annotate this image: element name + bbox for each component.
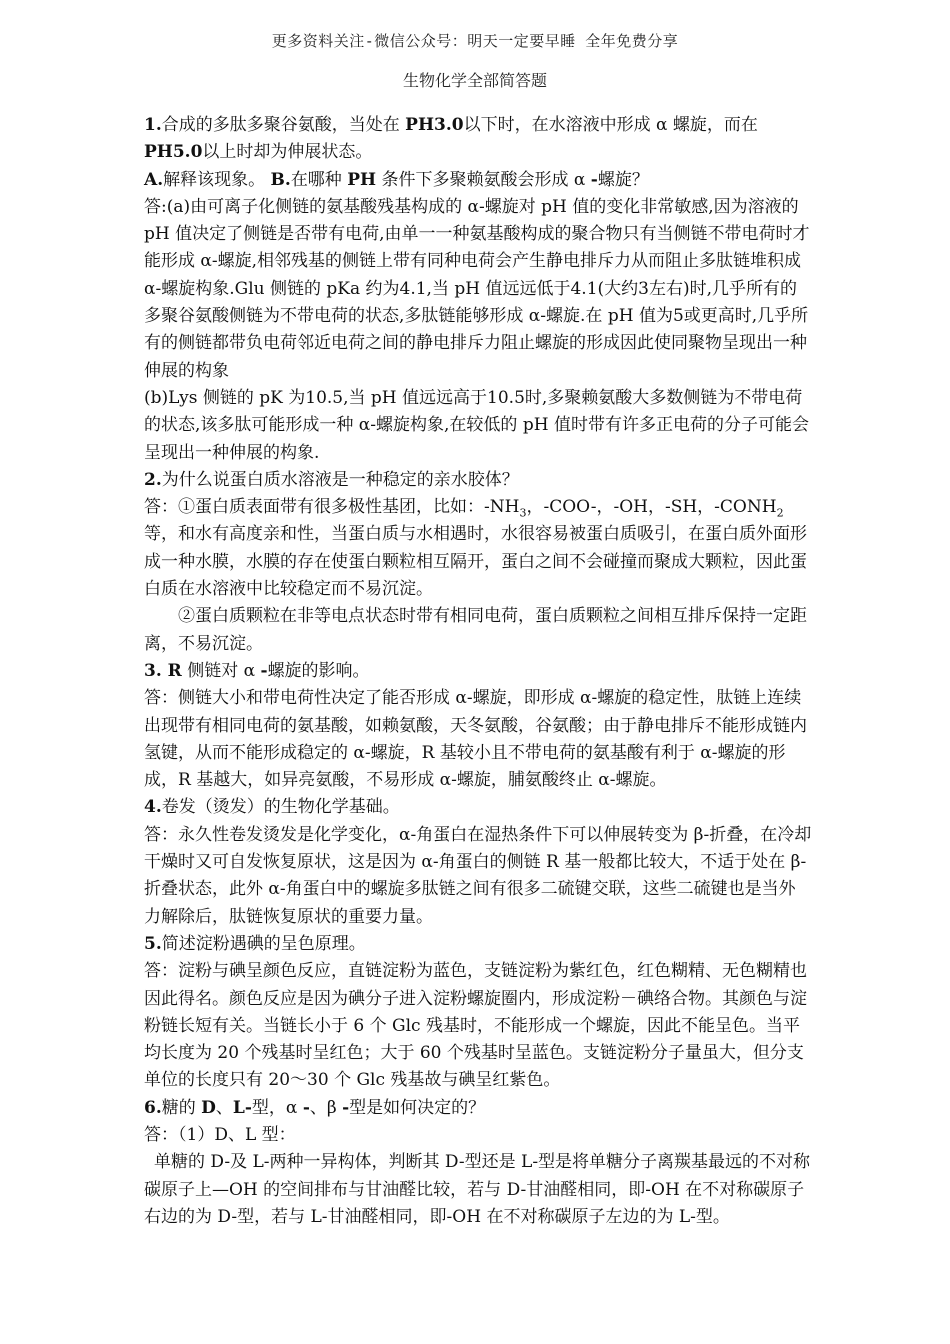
answer-5: 答：淀粉与碘呈颜色反应，直链淀粉为蓝色，支链淀粉为紫红色，红色糊精、无色糊精也因此得名。颜色反应是因为碘分子进入淀粉螺旋圈内，形成淀粉－碘络合物。其颜色与淀粉链长短有关。当链长小于 6 个 Glc 残基时，不能形成一个螺旋，因此不能呈色。当平均长度为 20 个残基时呈红色；大于 60 个残基时呈蓝色。支链淀粉分子量虽大，但分支单位的长度只有 20～30 个 Glc 残基故与碘呈红紫色。 xyxy=(144,961,807,1091)
question-5 xyxy=(144,931,812,958)
subquestion-text: 条件下多聚赖氨酸会形成 α xyxy=(376,169,591,190)
answer-6-heading: 答：（1）D、L 型： xyxy=(144,1124,296,1145)
question-text: 糖的 xyxy=(161,1097,202,1118)
document-body xyxy=(144,112,812,1231)
question-term: - xyxy=(260,660,268,681)
question-text: 、 xyxy=(215,1097,233,1118)
question-number: 6. xyxy=(144,1097,162,1118)
question-text: 螺旋的影响。 xyxy=(267,660,370,681)
question-term: - xyxy=(302,1097,310,1118)
subquestion-text: 在哪种 xyxy=(290,169,348,190)
question-term: L- xyxy=(232,1097,252,1118)
answer-1a: 答:(a)由可离子化侧链的氨基酸残基构成的 α-螺旋对 pH 值的变化非常敏感,因为溶液的 pH 值决定了侧链是否带有电荷,由单一一种氨基酸构成的聚合物只有当侧链不带电荷时才能形成 α-螺旋,相邻残基的侧链上带有同种电荷会产生静电排斥力从而阻止多肽链堆积成 α-螺旋构象.Glu 侧链的 pKa 约为4.1,当 pH 值远远低于4.1(大约3左右)时,几乎所有的多聚谷氨酸侧链为不带电荷的状态,多肽链能够形成 α-螺旋.在 pH 值为5或更高时,几乎所有的侧链都带负电荷邻近电荷之间的静电排斥力阻止螺旋的形成因此使同聚物呈现出一种伸展的构象 xyxy=(144,196,810,381)
question-text: 以下时，在水溶液中形成 α 螺旋，而在 xyxy=(463,115,758,135)
answer-text: 等，和水有高度亲和性，当蛋白质与水相遇时，水很容易被蛋白质吸引，在蛋白质外面形成一种水膜，水膜的存在使蛋白颗粒相互隔开，蛋白之间不会碰撞而聚成大颗粒，因此蛋白质在水溶液中比较稳定而不易沉淀。 xyxy=(144,524,807,600)
subquestion-label: A. xyxy=(144,169,164,190)
question-1-subquestions xyxy=(144,167,812,194)
question-number: 2. xyxy=(144,469,162,490)
question-number: 5. xyxy=(144,933,162,954)
question-text: 侧链对 α xyxy=(181,660,261,681)
question-text: 型，α xyxy=(251,1097,303,1118)
question-term: PH3.0 xyxy=(405,115,464,135)
subquestion-label: B. xyxy=(270,169,291,190)
question-term: PH5.0 xyxy=(144,142,203,163)
subquestion-text: 螺旋？ xyxy=(597,169,649,190)
question-number: 1. xyxy=(144,115,162,135)
question-text: 合成的多肽多聚谷氨酸，当处在 xyxy=(161,115,406,135)
answer-2-part-1 xyxy=(144,494,812,603)
answer-1b: (b)Lys 侧链的 pK 为10.5,当 pH 值远远高于10.5时,多聚赖氨酸大多数侧链为不带电荷的状态,该多肽可能形成一种 α-螺旋构象,在较低的 pH 值时带有许多正电荷的分子可能会呈现出一种伸展的构象. xyxy=(144,387,809,463)
question-text: 型是如何决定的？ xyxy=(349,1097,486,1118)
subscript: 2 xyxy=(776,506,784,520)
answer-6: 单糖的 D-及 L-两种一异构体，判断其 D-型还是 L-型是将单糖分子离羰基最远的不对称碳原子上—OH 的空间排布与甘油醛比较，若与 D-甘油醛相同，即-OH 在不对称碳原子右边的为 D-型，若与 L-甘油醛相同，即-OH 在不对称碳原子左边的为 L-型。 xyxy=(144,1152,811,1227)
question-text: 简述淀粉遇碘的呈色原理。 xyxy=(161,933,366,954)
answer-3: 答：侧链大小和带电荷性决定了能否形成 α-螺旋，即形成 α-螺旋的稳定性，肽链上连续出现带有相同电荷的氨基酸，如赖氨酸，天冬氨酸，谷氨酸；由于静电排斥不能形成链内氢键，从而不能形成稳定的 α-螺旋，R 基较小且不带电荷的氨基酸有利于 α-螺旋的形成，R 基越大，如异亮氨酸，不易形成 α-螺旋，脯氨酸终止 α-螺旋。 xyxy=(144,688,807,791)
question-text: 、β xyxy=(309,1097,343,1118)
answer-2-part-2: ②蛋白质颗粒在非等电点状态时带有相同电荷，蛋白质颗粒之间相互排斥保持一定距离，不易沉淀。 xyxy=(144,606,807,654)
subquestion-term: PH xyxy=(347,169,377,190)
question-term: - xyxy=(342,1097,350,1118)
subquestion-text: 解释该现象。 xyxy=(163,169,266,190)
question-6 xyxy=(144,1095,812,1122)
question-1 xyxy=(144,112,812,167)
answer-text: ，-COO-，-OH，-SH，-CONH xyxy=(526,497,777,518)
question-text: 为什么说蛋白质水溶液是一种稳定的亲水胶体？ xyxy=(161,469,519,490)
question-text: 卷发（烫发）的生物化学基础。 xyxy=(161,797,400,818)
question-text: 以上时却为伸展状态。 xyxy=(202,142,373,163)
question-3 xyxy=(144,658,812,685)
subscript: 3 xyxy=(519,506,527,520)
answer-text: 答：①蛋白质表面带有很多极性基团，比如：-NH xyxy=(144,497,520,518)
question-2 xyxy=(144,467,812,494)
question-number: 3. R xyxy=(144,660,182,681)
page-header: 更多资料关注-微信公众号：明天一定要早睡 全年免费分享 xyxy=(271,32,679,50)
question-4 xyxy=(144,794,812,821)
subquestion-term: - xyxy=(590,169,598,190)
question-number: 4. xyxy=(144,797,162,818)
answer-4: 答：永久性卷发烫发是化学变化，α-角蛋白在湿热条件下可以伸展转变为 β-折叠，在冷却干燥时又可自发恢复原状，这是因为 α-角蛋白的侧链 R 基一般都比较大，不适于处在 β-折叠状态，此外 α-角蛋白中的螺旋多肽链之间有很多二硫键交联，这些二硫键也是当外力解除后，肽链恢复原状的重要力量。 xyxy=(144,824,812,927)
page-title: 生物化学全部简答题 xyxy=(402,71,547,90)
question-term: D xyxy=(201,1097,216,1118)
